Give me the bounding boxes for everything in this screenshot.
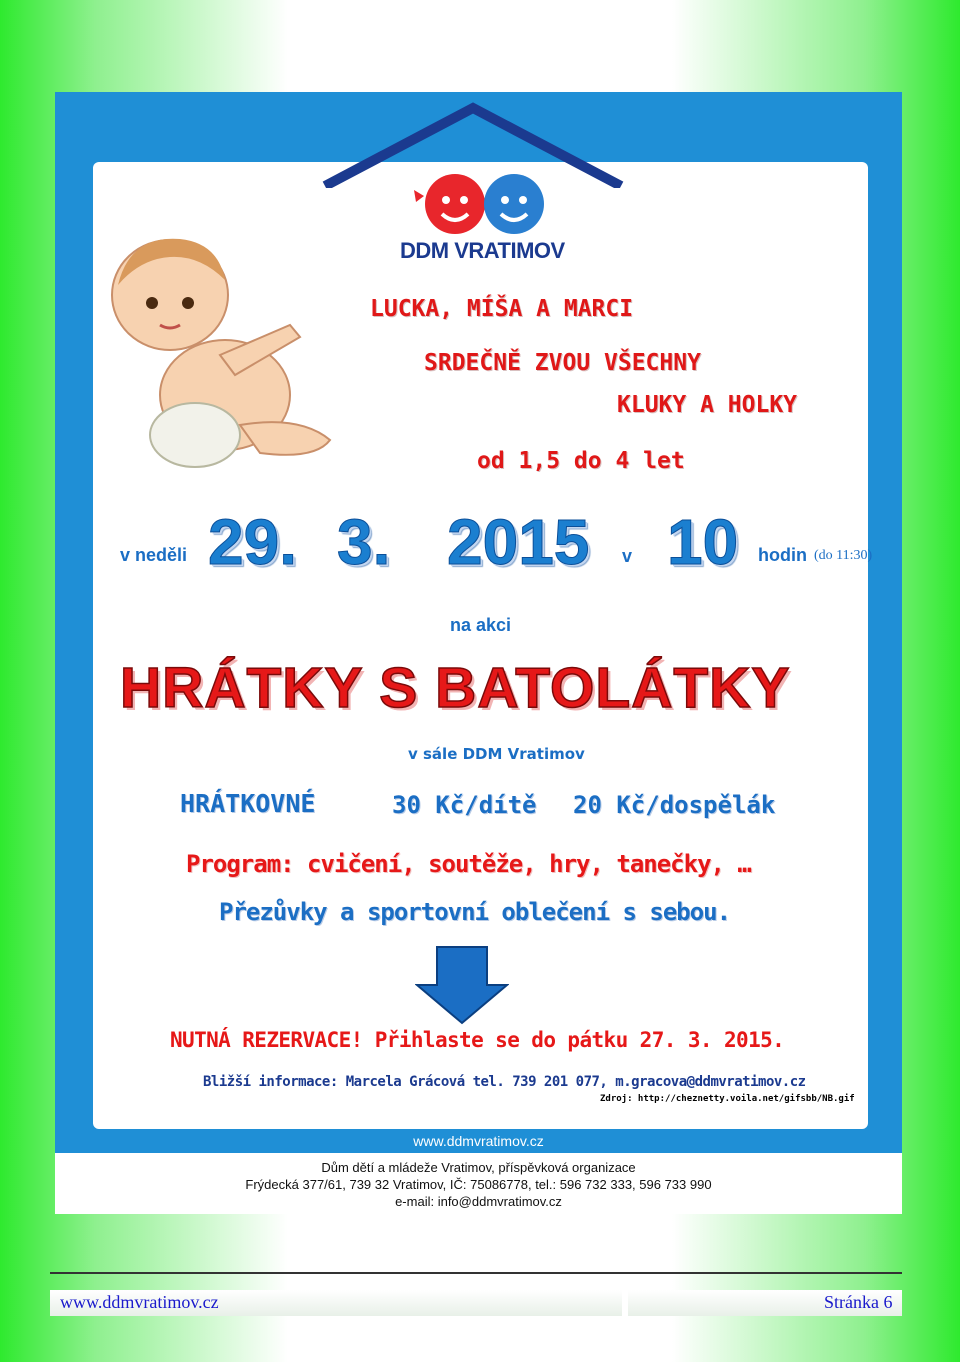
org-name: Dům dětí a mládeže Vratimov, příspěvková organizace	[321, 1160, 636, 1175]
invite-line-2: SRDEČNĚ ZVOU VŠECHNY	[424, 350, 701, 376]
footer-rule	[50, 1272, 902, 1274]
start-hour: 10	[667, 506, 739, 578]
fee-adult: 20 Kč/dospělák	[573, 791, 776, 819]
event-intro: na akci	[450, 615, 512, 635]
date-year: 2015	[447, 506, 590, 578]
hour-unit: hodin	[758, 545, 807, 565]
invite-line-3: KLUKY A HOLKY	[617, 392, 798, 418]
org-email: e-mail: info@ddmvratimov.cz	[395, 1194, 562, 1209]
age-range: od 1,5 do 4 let	[477, 448, 685, 474]
page-number: Stránka 6	[824, 1292, 893, 1312]
contact-info: Bližší informace: Marcela Grácová tel. 739 201 077, m.gracova@ddmvratimov.cz	[203, 1074, 806, 1090]
invite-line-1: LUCKA, MÍŠA A MARCI	[370, 296, 634, 322]
org-web: www.ddmvratimov.cz	[413, 1133, 544, 1149]
org-footer	[55, 1153, 902, 1214]
event-place: v sále DDM Vratimov	[408, 745, 585, 763]
poster-bottom	[55, 92, 902, 1214]
time-prefix: v	[622, 546, 633, 566]
reservation-note: NUTNÁ REZERVACE! Přihlaste se do pátku 27. 3. 2015.	[170, 1028, 785, 1052]
date-month: 3.	[337, 506, 391, 578]
org-address: Frýdecká 377/61, 739 32 Vratimov, IČ: 75086778, tel.: 596 732 333, 596 733 990	[245, 1177, 712, 1192]
footer-website-link[interactable]: www.ddmvratimov.cz	[60, 1292, 219, 1312]
image-source: Zdroj: http://cheznetty.voila.net/gifsbb/NB.gif	[600, 1094, 855, 1104]
date-prefix: v neděli	[120, 545, 188, 565]
fee-child: 30 Kč/dítě	[392, 791, 537, 819]
event-title: HRÁTKY S BATOLÁTKY	[120, 656, 791, 720]
equipment-line: Přezůvky a sportovní oblečení s sebou.	[219, 898, 731, 926]
fee-label: HRÁTKOVNÉ	[180, 789, 316, 818]
date-day: 29.	[208, 506, 297, 578]
end-time: (do 11:30)	[814, 548, 873, 563]
program-line: Program: cvičení, soutěže, hry, tanečky, …	[186, 850, 751, 878]
logo-name: DDM VRATIMOV	[400, 238, 565, 263]
